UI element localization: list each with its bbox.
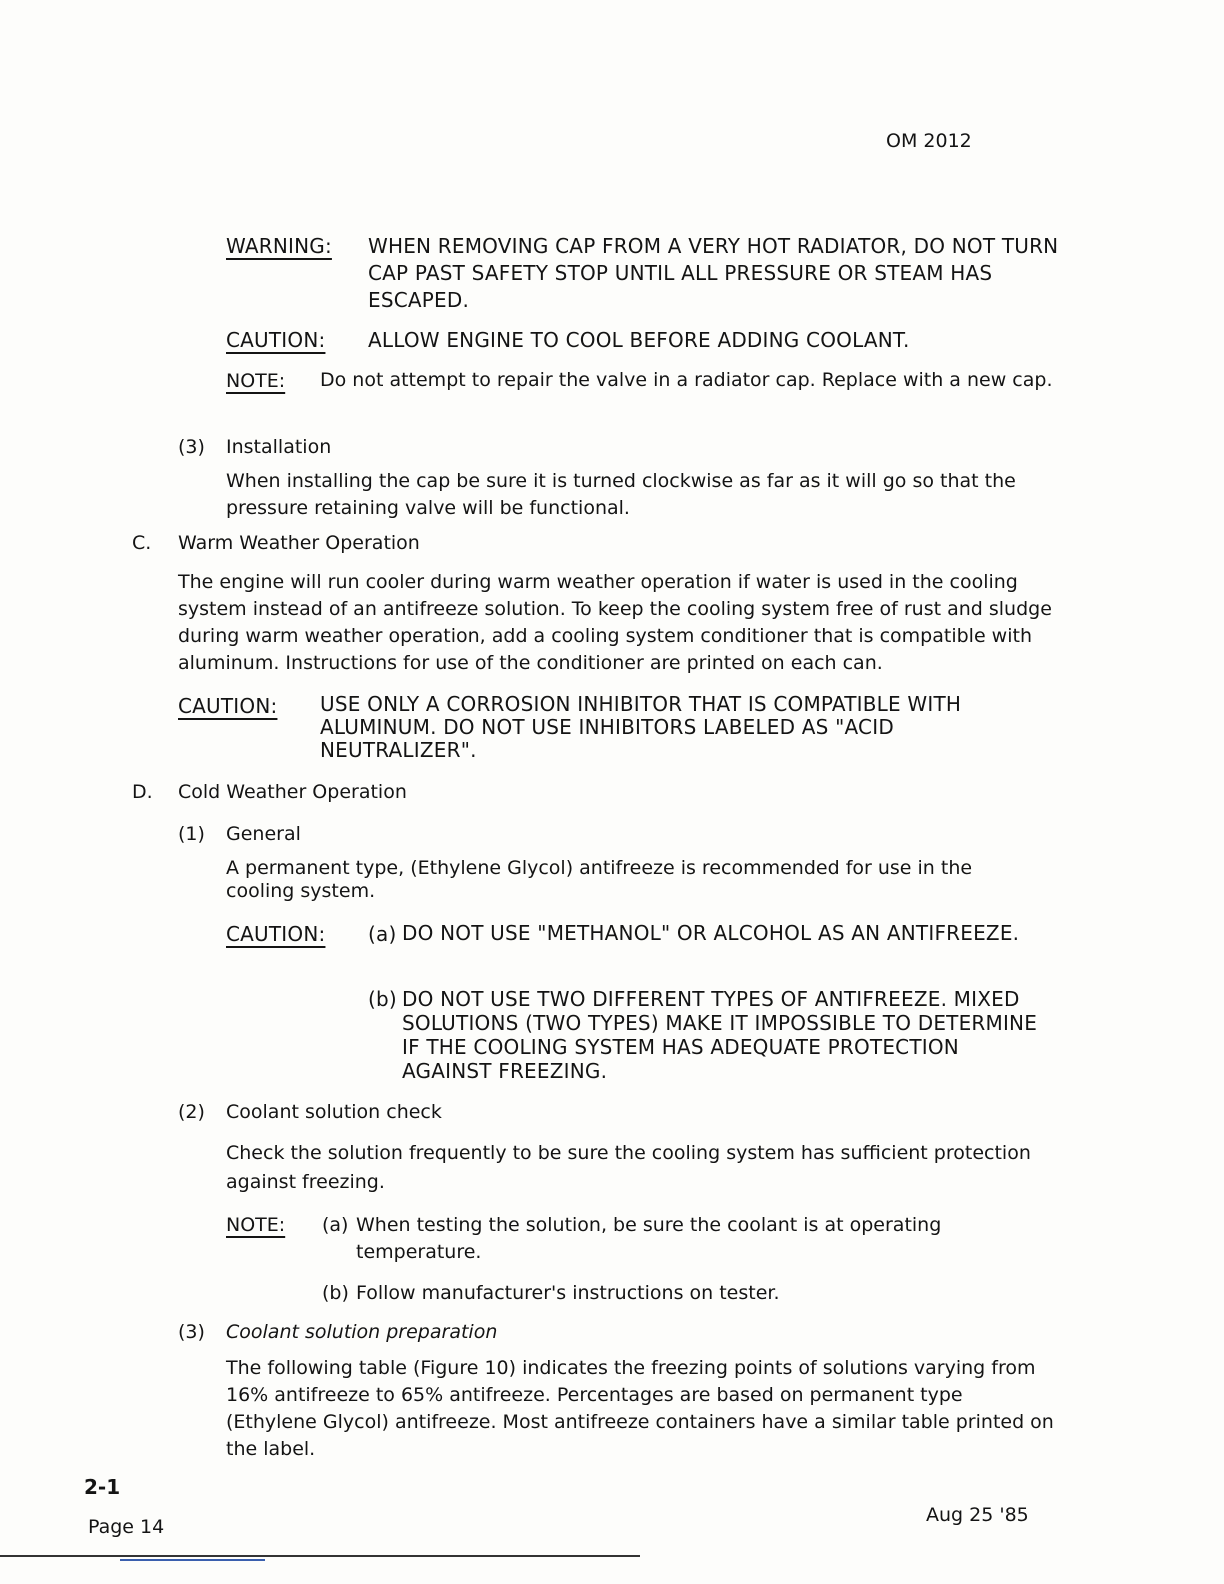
caution-item-b: DO NOT USE TWO DIFFERENT TYPES OF ANTIFREEZE. MIXED SOLUTIONS (TWO TYPES) MAKE IT IMPOSSIBLE TO DETERMINE IF THE COOLING SYSTEM HAS ADEQUATE PROTECTION AGAINST FREEZING.	[402, 987, 1038, 1083]
section-c-text: The engine will run cooler during warm weather operation if water is used in the cooling system instead of an antifreeze solution. To keep the cooling system free of rust and sludge during warm weather operation, add a cooling system conditioner that is compatible with aluminum. Instructions for use of the conditioner are printed on each can.	[178, 571, 1052, 674]
note-text: Do not attempt to repair the valve in a radiator cap. Replace with a new cap.	[320, 369, 1053, 391]
item-number: (3)	[178, 436, 205, 458]
item-number: (2)	[178, 1101, 205, 1123]
installation-text: When installing the cap be sure it is turned clockwise as far as it will go so that the pressure retaining valve will be functional.	[226, 470, 1016, 519]
item-number: (3)	[178, 1321, 205, 1343]
list-marker: (b)	[322, 1282, 349, 1304]
preparation-text: The following table (Figure 10) indicates the freezing points of solutions varying from 16% antifreeze to 65% antifreeze. Percentages are based on permanent type (Ethylene Glycol) antifreeze. Most antifreeze containers have a similar table printed on the label.	[226, 1357, 1054, 1460]
section-c-heading: Warm Weather Operation	[178, 532, 420, 554]
caution-label: CAUTION:	[178, 694, 278, 718]
note-label: NOTE:	[226, 370, 286, 392]
section-number: 2-1	[84, 1475, 121, 1499]
note-item-a: When testing the solution, be sure the coolant is at operating temperature.	[356, 1214, 942, 1263]
revision-date: Aug 25 '85	[926, 1504, 1029, 1526]
check-text: Check the solution frequently to be sure the cooling system has sufficient protection against freezing.	[226, 1142, 1031, 1193]
note-label: NOTE:	[226, 1214, 286, 1236]
section-letter: D.	[132, 781, 153, 803]
note-item-b: Follow manufacturer's instructions on tester.	[356, 1282, 780, 1304]
check-heading: Coolant solution check	[226, 1101, 442, 1123]
caution-text: ALLOW ENGINE TO COOL BEFORE ADDING COOLANT.	[368, 328, 910, 352]
warning-text: WHEN REMOVING CAP FROM A VERY HOT RADIATOR, DO NOT TURN CAP PAST SAFETY STOP UNTIL ALL PRESSURE OR STEAM HAS ESCAPED.	[368, 234, 1059, 312]
general-heading: General	[226, 823, 301, 845]
page-edge-mark	[120, 1559, 265, 1561]
preparation-heading: Coolant solution preparation	[226, 1321, 498, 1343]
page-number: Page 14	[88, 1516, 165, 1538]
list-marker: (b)	[368, 987, 397, 1011]
caution-label: CAUTION:	[226, 328, 326, 352]
caution-text: USE ONLY A CORROSION INHIBITOR THAT IS COMPATIBLE WITH ALUMINUM. DO NOT USE INHIBITORS LABELED AS "ACID NEUTRALIZER".	[320, 692, 962, 762]
caution-item-a: DO NOT USE "METHANOL" OR ALCOHOL AS AN ANTIFREEZE.	[402, 921, 1020, 945]
general-text: A permanent type, (Ethylene Glycol) antifreeze is recommended for use in the cooling system.	[226, 857, 973, 902]
document-number: OM 2012	[886, 130, 972, 152]
list-marker: (a)	[322, 1214, 349, 1236]
list-marker: (a)	[368, 922, 397, 946]
page-edge-line	[0, 1555, 640, 1557]
installation-heading: Installation	[226, 436, 332, 458]
caution-label: CAUTION:	[226, 922, 326, 946]
item-number: (1)	[178, 823, 205, 845]
warning-label: WARNING:	[226, 234, 332, 258]
section-letter: C.	[132, 532, 152, 554]
section-d-heading: Cold Weather Operation	[178, 781, 407, 803]
